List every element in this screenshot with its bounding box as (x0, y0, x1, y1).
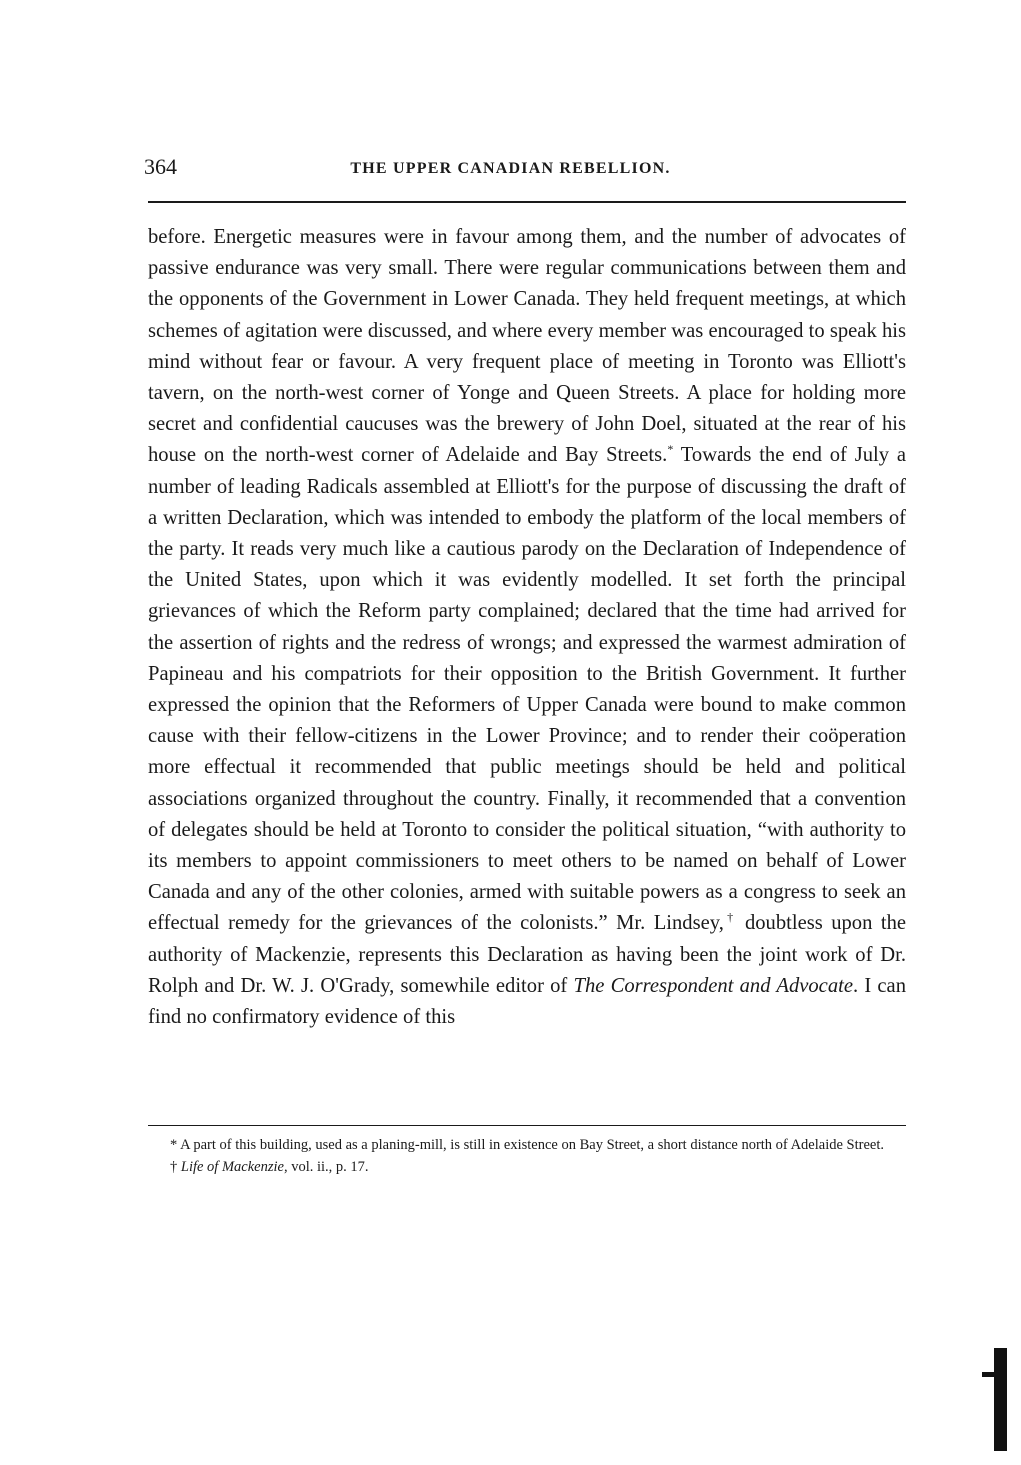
scan-edge-mark (994, 1348, 1007, 1451)
footnote-2-text: , vol. ii., p. 17. (283, 1159, 369, 1175)
body-paragraph (148, 222, 906, 1033)
footnote-1 (148, 1134, 906, 1156)
body-text-part-1: before. Energetic measures were in favour among them, and the number of advocates of passive endurance was very small. There were regular communications between them and the opponents of the Government in Lower Canada. They held frequent meetings, at which schemes of agitation were discussed, and where every member was encouraged to speak his mind without fear or favour. A very frequent place of meeting in Toronto was Elliott's tavern, on the north-west corner of Yonge and Queen Streets. A place for holding more secret and confidential caucuses was the brewery of John Doel, situated at the rear of his house on the north-west corner of Adelaide and Bay Streets. (148, 226, 906, 467)
running-head: THE UPPER CANADIAN REBELLION. (350, 160, 671, 177)
publication-title: The Correspondent and Advocate (573, 974, 853, 997)
footnote-rule (148, 1125, 906, 1126)
body-text-part-2: Towards the end of July a number of leading Radicals assembled at Elliott's for the purpose of discussing the draft of a written Declaration, which was intended to embody the platform of the local members of the party. It reads very much like a cautious parody on the Declaration of Independence of the United States, upon which it was evidently modelled. It set forth the principal grievances of which the Reform party complained; declared that the time had arrived for the assertion of rights and the redress of wrongs; and expressed the warmest admiration of Papineau and his compatriots for their opposition to the British Government. It further expressed the opinion that the Reformers of Upper Canada were bound to make common cause with their fellow-citizens in the Lower Province; and to render their coöperation more effectual it recommended that public meetings should be held and political associations organized throughout the country. Finally, it recommended that a convention of delegates should be held at Toronto to consider the political situation, “with authority to its members to appoint commissioners to meet others to be named on behalf of Lower Canada and any of the other colonies, armed with suitable powers as a congress to seek an effectual remedy for the grievances of the colonists.” Mr. Lindsey, (148, 444, 906, 935)
footnote-2-mark: † (170, 1159, 178, 1175)
header-rule (148, 201, 906, 203)
footnote-marker-dagger: † (723, 910, 737, 925)
footnote-2-title: Life of Mackenzie (180, 1159, 284, 1175)
footnote-1-mark: * (170, 1137, 178, 1153)
body-text-part-4: . I can find no confirmatory evidence of this (148, 974, 906, 1029)
footnote-2 (148, 1156, 906, 1178)
body-text-part-3: doubtless upon the authority of Mackenzie, represents this Declaration as having been the joint work of Dr. Rolph and Dr. W. J. O'Grady, somewhile editor of (148, 912, 907, 997)
page-number: 364 (144, 154, 177, 179)
footnotes (148, 1134, 906, 1178)
footnote-1-text: A part of this building, used as a planing-mill, is still in existence on Bay Street, a short distance north of Adelaide Street. (177, 1137, 884, 1153)
footnote-marker-star: * (667, 442, 674, 457)
